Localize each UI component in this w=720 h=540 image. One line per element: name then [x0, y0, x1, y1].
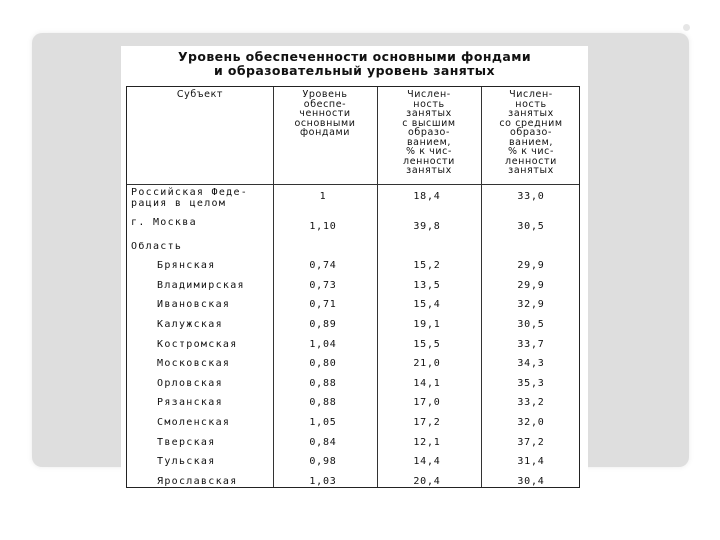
table-cell: 1,05: [309, 416, 337, 428]
column-header-line: основными: [294, 117, 356, 129]
column-header-line: обеспе-: [303, 98, 347, 110]
column-header-line: Числен-: [407, 89, 451, 100]
table-row: [127, 452, 579, 472]
header-divider: [127, 184, 579, 185]
row-subject: [131, 187, 271, 209]
row-subject-line: г. Москва: [131, 217, 197, 228]
column-header-line: занятых: [508, 165, 554, 176]
title-line-1: Уровень обеспеченности основными фондами: [178, 49, 531, 64]
table-cell: 1,03: [309, 475, 337, 487]
table-row: [127, 433, 579, 453]
table-cell: 14,1: [413, 377, 441, 389]
row-subject: Московская: [157, 358, 231, 370]
table-cell: 34,3: [517, 358, 545, 370]
table-cell: 12,1: [413, 436, 441, 448]
table-cell: 37,2: [517, 436, 545, 448]
table-cell: 19,1: [413, 318, 441, 330]
corner-dot: [683, 24, 690, 31]
column-header: [273, 90, 377, 138]
table-cell: 15,2: [413, 260, 441, 272]
row-subject: Тульская: [157, 456, 216, 468]
column-header-line: ченности: [299, 108, 351, 119]
table-cell: 0,98: [309, 456, 337, 468]
column-header-line: со средним: [499, 117, 563, 129]
table-cell: 29,9: [517, 260, 545, 272]
table-row: [127, 256, 579, 276]
table-cell: 32,0: [517, 416, 545, 428]
column-header-line: ванием,: [508, 136, 554, 148]
row-subject: Костромская: [157, 338, 238, 350]
table-cell: 0,71: [309, 299, 337, 311]
table-cell: 13,5: [413, 279, 441, 291]
table-cell: 0,73: [309, 279, 337, 291]
row-subject: Смоленская: [157, 416, 231, 428]
table-cell: 0,74: [309, 260, 337, 272]
column-header: [377, 90, 481, 176]
group-label-row: [127, 237, 579, 257]
title-line-2: и образовательный уровень занятых: [214, 63, 495, 78]
table-cell: 20,4: [413, 475, 441, 487]
table-cell: 15,4: [413, 299, 441, 311]
table-cell: 17,0: [413, 397, 441, 409]
column-header-line: Субъект: [176, 89, 224, 100]
table-cell: 30,5: [517, 221, 545, 232]
row-subject: Владимирская: [157, 279, 245, 291]
table-cell: 33,0: [517, 191, 545, 202]
table-cell: 1,04: [309, 338, 337, 350]
column-header-line: ванием,: [406, 136, 452, 148]
table-cell: 14,4: [413, 456, 441, 468]
table-cell: 29,9: [517, 279, 545, 291]
data-table: [126, 86, 580, 488]
table-row: [127, 393, 579, 413]
table-cell: 17,2: [413, 416, 441, 428]
document-title: [121, 50, 588, 78]
table-row: [127, 374, 579, 394]
table-cell: 30,4: [517, 475, 545, 487]
column-header-line: фондами: [299, 127, 351, 138]
row-subject-line: Российская Феде-: [131, 187, 249, 198]
table-cell: 1: [319, 191, 327, 202]
row-subject: Ярославская: [157, 475, 238, 487]
row-subject: Калужская: [157, 318, 223, 330]
table-cell: 33,2: [517, 397, 545, 409]
column-header-line: Числен-: [509, 89, 553, 100]
table-cell: 35,3: [517, 377, 545, 389]
table-cell: 0,84: [309, 436, 337, 448]
table-row: [127, 354, 579, 374]
table-cell: 30,5: [517, 318, 545, 330]
column-header-line: ленности: [505, 155, 557, 167]
column-header-line: занятых: [508, 108, 554, 119]
table-cell: 1,10: [309, 221, 337, 232]
table-row: [127, 217, 579, 237]
column-header-line: образо-: [407, 127, 450, 138]
column-header: [127, 90, 273, 100]
document-page: [121, 46, 588, 494]
table-cell: 21,0: [413, 358, 441, 370]
table-cell: 39,8: [413, 221, 441, 232]
table-cell: 18,4: [413, 191, 441, 202]
column-header-line: образо-: [509, 127, 552, 138]
row-subject: [131, 217, 271, 228]
table-cell: 33,7: [517, 338, 545, 350]
table-cell: 0,88: [309, 397, 337, 409]
table-cell: 0,89: [309, 318, 337, 330]
table-cell: 31,4: [517, 456, 545, 468]
group-label: Область: [131, 240, 183, 252]
table-row: [127, 472, 579, 492]
row-subject-line: рация в целом: [131, 198, 227, 209]
table-row: [127, 315, 579, 335]
column-header-line: занятых: [406, 165, 452, 176]
table-cell: 32,9: [517, 299, 545, 311]
column-header-line: ность: [413, 98, 445, 110]
row-subject: Ивановская: [157, 299, 231, 311]
column-header-line: с высшим: [402, 117, 456, 129]
row-subject: Брянская: [157, 260, 216, 272]
table-row: [127, 295, 579, 315]
table-row: [127, 413, 579, 433]
column-header-line: Уровень: [302, 89, 348, 100]
table-body: [127, 187, 579, 491]
table-row: [127, 276, 579, 296]
table-cell: 0,80: [309, 358, 337, 370]
row-subject: Тверская: [157, 436, 216, 448]
column-header-line: ность: [515, 98, 547, 110]
column-header-line: % к чис-: [405, 146, 453, 157]
row-subject: Орловская: [157, 377, 223, 389]
table-cell: 15,5: [413, 338, 441, 350]
column-header-line: % к чис-: [507, 146, 555, 157]
row-subject: Рязанская: [157, 397, 223, 409]
table-row: [127, 335, 579, 355]
column-header-line: ленности: [403, 155, 455, 167]
column-header: [481, 90, 581, 176]
column-header-line: занятых: [406, 108, 452, 119]
table-cell: 0,88: [309, 377, 337, 389]
table-row: [127, 187, 579, 217]
